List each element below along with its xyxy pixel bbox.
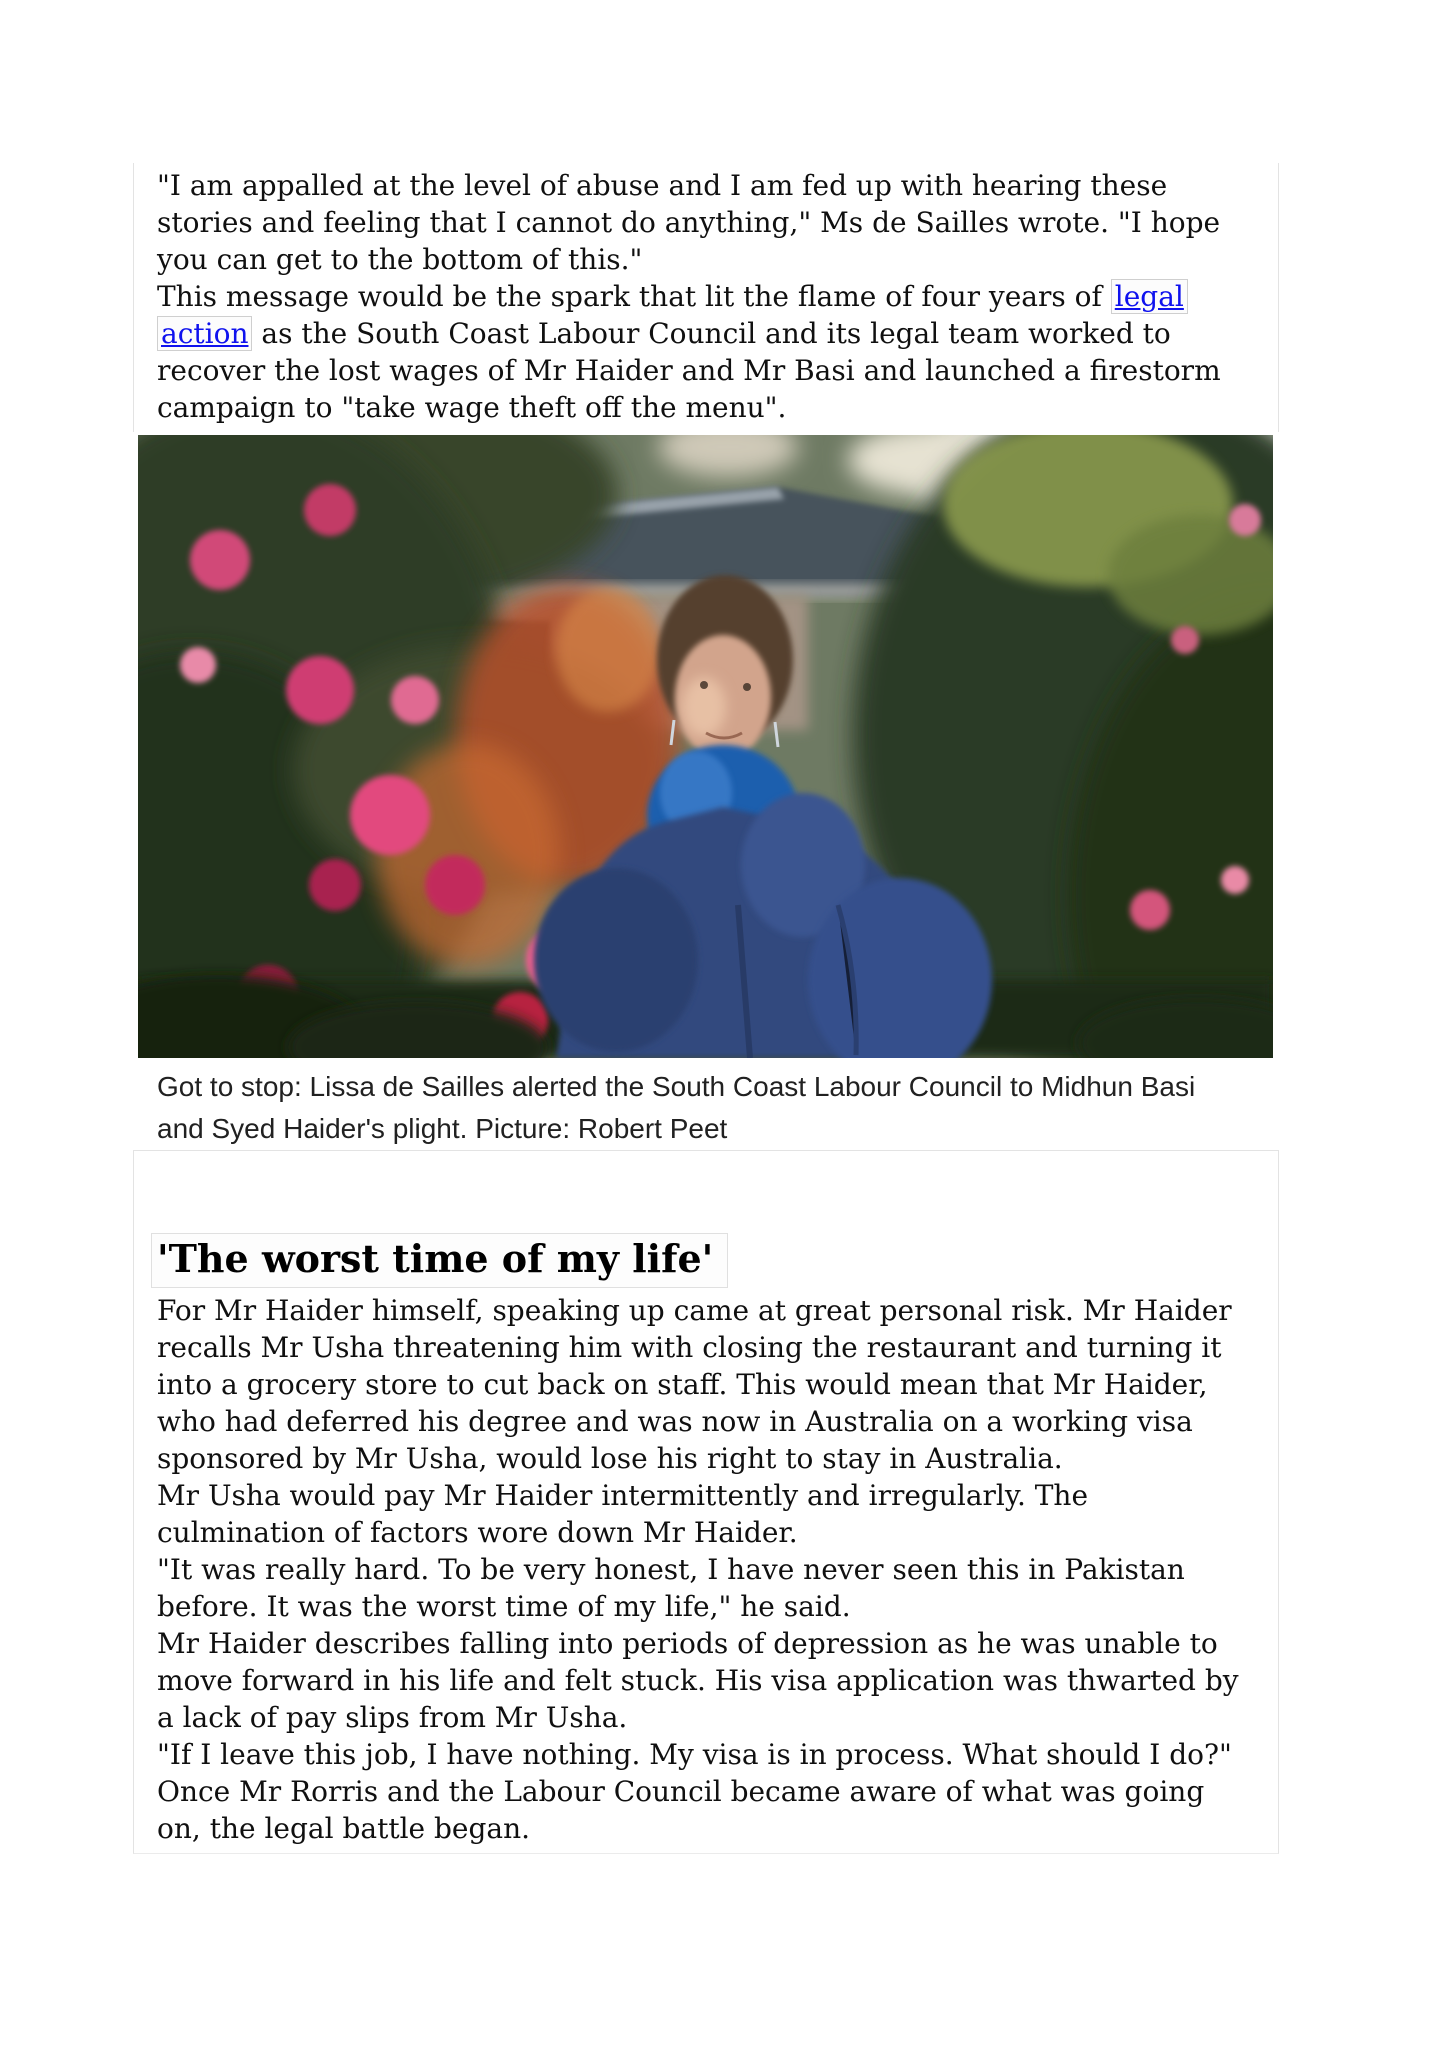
section-heading	[157, 1233, 1248, 1292]
body-paragraph-5: "If I leave this job, I have nothing. My visa is in process. What should I do?" Once Mr Rorris and the Labour Council became aware of what was going on, the legal battle began.	[157, 1738, 1232, 1845]
body-paragraph-1: For Mr Haider himself, speaking up came at great personal risk. Mr Haider recalls Mr Usha threatening him with closing the restaurant and turning it into a grocery store to cut back on staff. This would mean that Mr Haider, who had deferred his degree and was now in Australia on a working visa sponsored by Mr Usha, would lose his right to stay in Australia.	[157, 1294, 1232, 1475]
legal-action-link[interactable]: legal action	[157, 279, 1188, 351]
section-heading-text: 'The worst time of my life'	[151, 1233, 728, 1288]
garden-portrait-illustration	[138, 435, 1273, 1058]
intro-paragraph-2-post: as the South Coast Labour Council and its legal team worked to recover the lost wages of Mr Haider and Mr Basi and launched a firestorm campaign to "take wage theft off the menu".	[157, 317, 1221, 424]
intro-paragraph-1-text: "I am appalled at the level of abuse and I am fed up with hearing these stories and feeling that I cannot do anything," Ms de Sailles wrote. "I hope you can get to the bottom of this."	[157, 169, 1221, 276]
intro-paragraph-1	[157, 167, 1248, 278]
article-column	[133, 163, 1279, 1854]
article-photo	[138, 435, 1273, 1058]
section-text-block	[133, 1150, 1279, 1854]
intro-paragraph-2-pre: This message would be the spark that lit the flame of four years of	[157, 280, 1111, 313]
body-paragraph-2: Mr Usha would pay Mr Haider intermittently and irregularly. The culmination of factors wore down Mr Haider.	[157, 1479, 1089, 1549]
body-paragraph-4: Mr Haider describes falling into periods of depression as he was unable to move forward in his life and felt stuck. His visa application was thwarted by a lack of pay slips from Mr Usha.	[157, 1627, 1239, 1734]
intro-paragraph-2	[157, 278, 1248, 426]
body-paragraph-3: "It was really hard. To be very honest, I have never seen this in Pakistan before. It was the worst time of my life," he said.	[157, 1553, 1185, 1623]
intro-text-block	[133, 163, 1279, 432]
photo-caption: Got to stop: Lissa de Sailles alerted the South Coast Labour Council to Midhun Basi and Syed Haider's plight. Picture: Robert Peet	[157, 1071, 1196, 1144]
